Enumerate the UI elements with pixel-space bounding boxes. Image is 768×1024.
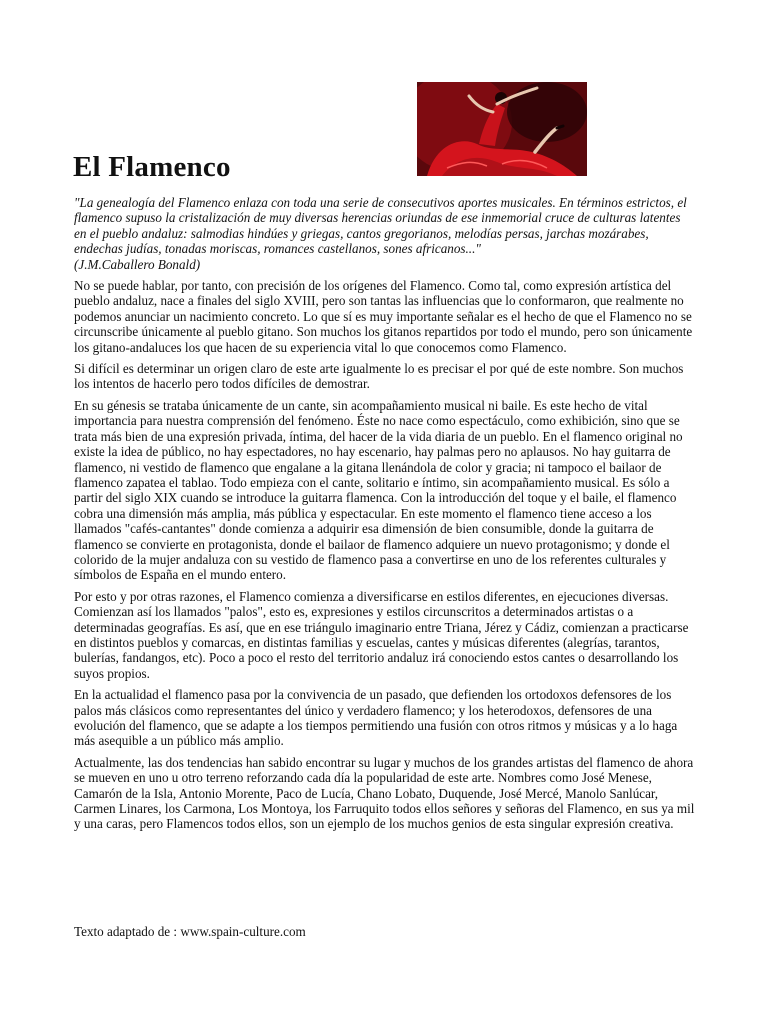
flamenco-dancer-photo: [417, 82, 587, 176]
paragraph: Por esto y por otras razones, el Flamenco comienza a diversificarse en estilos diferentes, en ejecuciones diversas. Comienzan así los llamados "palos", esto es, expresiones y estilos circunscritos a determinados artistas o a determinadas geografías. Es así, que en ese triángulo imaginario entre Triana, Jérez y Cádiz, comienzan a practicarse en distintos pueblos y comarcas, en distintas familias y escuelas, cantes y músicas diferentes (alegrías, tarantos, bulerías, fandangos, etc). Poco a poco el resto del territorio andaluz irá conociendo estos cantes o desarrollando los suyos propios.: [74, 588, 689, 681]
quote-author: (J.M.Caballero Bonald): [74, 256, 201, 272]
article-body: [74, 195, 696, 838]
paragraph: En su génesis se trataba únicamente de un cante, sin acompañamiento musical ni baile. Es este hecho de vital importancia para nuestra comprensión del fenómeno. Éste no nace como espectáculo, como exhibición, sino que se trata más bien de una expresión privada, íntima, del hacer de la vida diaria de un pueblo. En el flamenco original no existe la idea de público, no hay espectadores, no hay escenario, hay palmas pero no aplausos. No hay guitarra de flamenco, ni vestido de flamenco que engalane a la gitana llenándola de color y gracia; ni tampoco el bailaor de flamenco zapatea el tablao. Todo empieza con el cante, solitario e íntimo, sin acompañamiento musical. Es sólo a partir del siglo XIX cuando se introduce la guitarra flamenca. Con la introducción del toque y el baile, el flamenco cobra una dimensión más amplia, más pública y espectacular. En este momento el flamenco tiene acceso a los llamados "cafés-cantantes" donde comienza a adquirir esa dimensión de bien consumible, donde la guitarra de flamenco se convierte en protagonista, donde el bailaor de flamenco adquiere un nuevo protagonismo; y donde el colorido de la mujer andaluza con su vestido de flamenco pasa a convertirse en uno de los referentes culturales y símbolos de España en el mundo entero.: [74, 397, 683, 583]
page-title: El Flamenco: [73, 151, 231, 183]
quote-text: "La genealogía del Flamenco enlaza con toda una serie de consecutivos aportes musicales. En términos estrictos, el flamenco supuso la cristalización de muy diversas herencias oriundas de ese inmemorial cruce de culturas latentes en el pueblo andaluz: salmodias hindúes y griegas, cantos gregorianos, melodías persas, jarchas mozárabes, endechas judías, tonadas moriscas, romances castellanos, sones africanos...": [74, 195, 687, 257]
flamenco-dancer-icon: [417, 82, 587, 176]
source-footer: Texto adaptado de : www.spain-culture.com: [74, 924, 306, 939]
paragraph: Si difícil es determinar un origen claro de este arte igualmente lo es precisar el por qué de este nombre. Son muchos los intentos de hacerlo pero todos difíciles de demostrar.: [74, 361, 684, 392]
paragraph: No se puede hablar, por tanto, con precisión de los orígenes del Flamenco. Como tal, como expresión artística del pueblo andaluz, nace a finales del siglo XVIII, pero son tantas las influencias que lo conformaron, que realmente no podemos anunciar un nacimiento concreto. Lo que sí es muy importante señalar es el hecho de que el Flamenco no se circunscribe únicamente al pueblo gitano. Son muchos los gitanos repartidos por todo el mundo, pero son únicamente los gitano-andaluces los que hacen de su experiencia vital lo que conocemos como Flamenco.: [74, 278, 693, 355]
paragraph: En la actualidad el flamenco pasa por la convivencia de un pasado, que defienden los ortodoxos defensores de los palos más clásicos como representantes del único y verdadero flamenco; y los heterodoxos, defensores de una evolución del flamenco, que se adapte a los tiempos permitiendo una fusión con otros ritmos y músicas y a lo haga más asequible a un público más amplio.: [74, 687, 678, 749]
paragraph: Actualmente, las dos tendencias han sabido encontrar su lugar y muchos de los grandes artistas del flamenco de ahora se mueven en uno u otro terreno reforzando cada día la popularidad de este arte. Nombres como José Menese, Camarón de la Isla, Antonio Morente, Paco de Lucía, Chano Lobato, Duquende, José Mercé, Manolo Sanlúcar, Carmen Linares, los Carmona, Los Montoya, los Farruquito todos ellos señores y señoras del Flamenco, en sus ya mil y una caras, pero Flamencos todos ellos, son un ejemplo de los muchos genios de esta singular expresión creativa.: [74, 754, 695, 832]
